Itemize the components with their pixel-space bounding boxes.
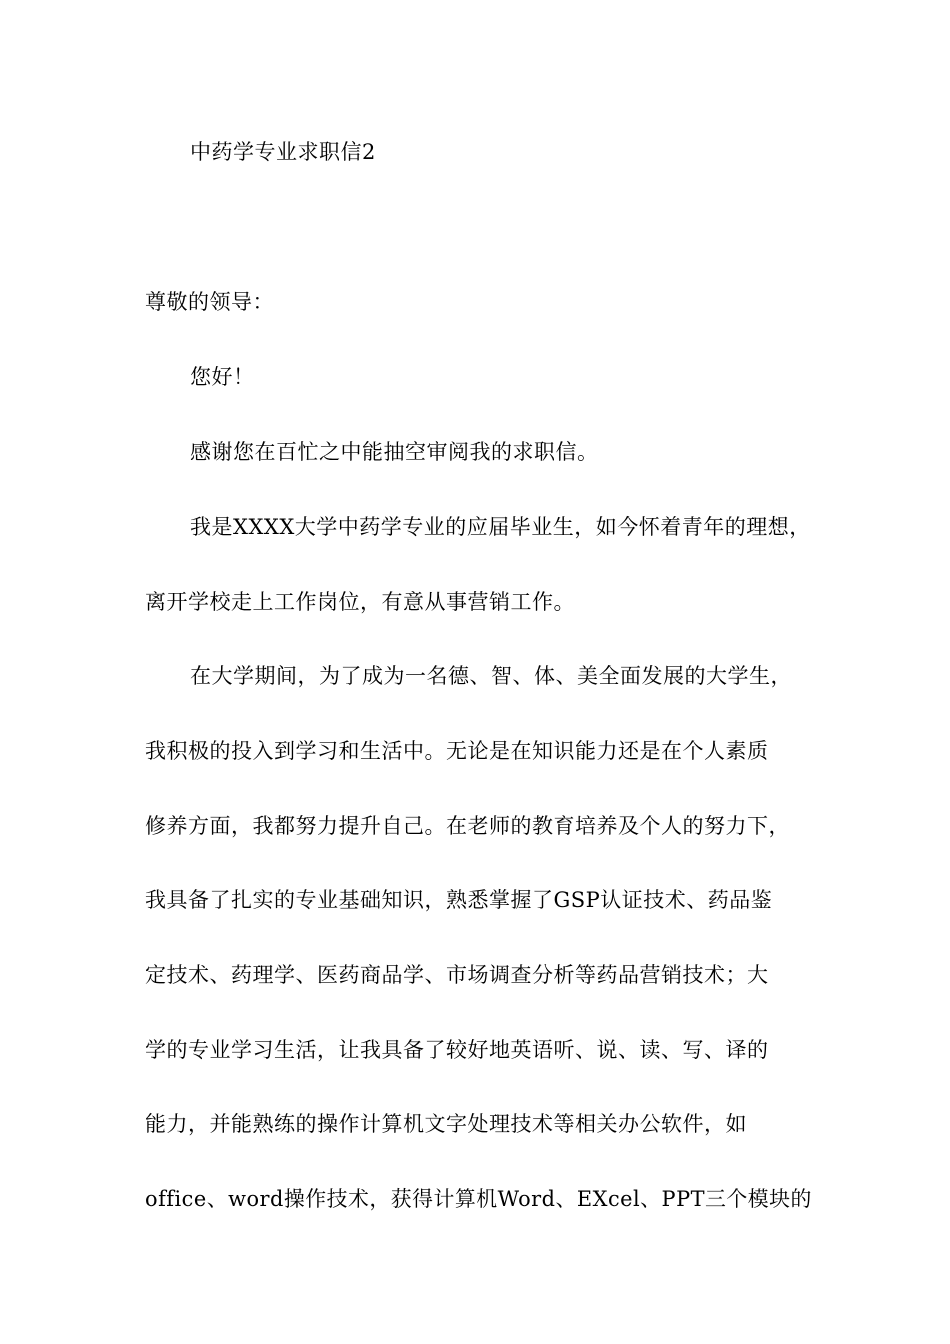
body-line: 定技术、药理学、医药商品学、市场调查分析等药品营销技术；大 (145, 963, 769, 987)
body-line: 修养方面，我都努力提升自己。在老师的教育培养及个人的努力下， (145, 814, 790, 838)
body-line: 能力，并能熟练的操作计算机文字处理技术等相关办公软件，如 (145, 1112, 747, 1136)
body-line: 学的专业学习生活，让我具备了较好地英语听、说、读、写、译的 (145, 1038, 769, 1062)
body-line: office、word操作技术，获得计算机Word、EXcel、PPT三个模块的 (145, 1187, 812, 1211)
salutation: 尊敬的领导： (145, 290, 274, 314)
body-line: 在大学期间，为了成为一名德、智、体、美全面发展的大学生， (190, 664, 792, 688)
body-line: 我积极的投入到学习和生活中。无论是在知识能力还是在个人素质 (145, 739, 769, 763)
greeting: 您好！ (190, 365, 255, 389)
body-line: 离开学校走上工作岗位，有意从事营销工作。 (145, 590, 575, 614)
body-line: 感谢您在百忙之中能抽空审阅我的求职信。 (190, 440, 599, 464)
body-line: 我具备了扎实的专业基础知识，熟悉掌握了GSP认证技术、药品鉴 (145, 888, 773, 912)
document-title: 中药学专业求职信2 (190, 140, 376, 164)
body-line: 我是XXXX大学中药学专业的应届毕业生，如今怀着青年的理想， (190, 515, 811, 539)
